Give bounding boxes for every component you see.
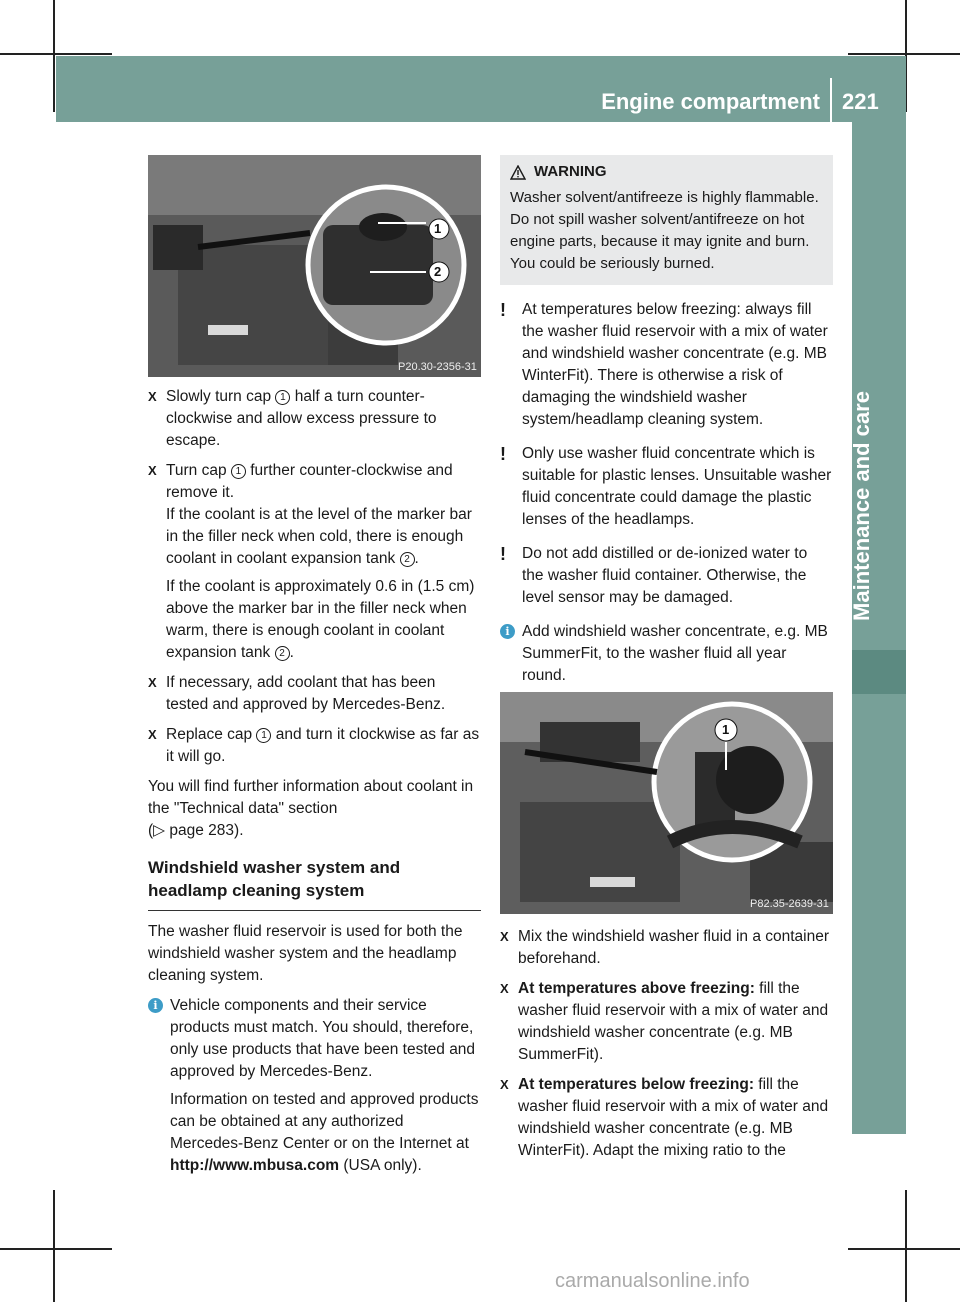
ref-badge: 1 [256,728,271,743]
info-icon: i [500,624,515,639]
crop-mark [0,1248,112,1250]
chapter-label: Maintenance and care [849,391,874,621]
callout-1: 1 [722,722,730,737]
crop-mark [905,1190,907,1302]
watermark: carmanualsonline.info [555,1270,750,1292]
right-column [500,155,833,699]
crop-mark [848,53,960,55]
step-marker: X [500,1077,509,1092]
step-item: X Slowly turn cap 1 half a turn counter-clockwise and allow excess pressure to escape. [148,388,437,449]
caution-icon: ! [500,544,506,564]
step-marker: X [148,389,157,404]
website-link[interactable]: http://www.mbusa.com [170,1157,340,1174]
crop-mark [53,1190,55,1302]
crop-mark [848,1248,960,1250]
step-item: X Turn cap 1 further counter-clockwise and remove it. If the coolant is at the level of the marker bar in the filler neck when cold, there is enough coolant in coolant expansion tank 2 . If the coolant is approximately 0.6 in (1.5 cm) above the marker bar in the filler neck when warm, there is enough coolant in coolant expansion tank 2 . [148,462,475,661]
ref-badge: 2 [275,646,290,661]
info-note: i Add windshield washer concentrate, e.g. MB SummerFit, to the washer fluid all year round. [500,621,833,687]
warning-box [500,155,833,285]
further-info: You will find further information about coolant in the "Technical data" section (▷ page 283). [148,778,474,839]
caution-icon: ! [500,300,506,320]
step-item: X Mix the windshield washer fluid in a container beforehand. [500,928,830,967]
intro-paragraph: The washer fluid reservoir is used for both the windshield washer system and the headlamp cleaning system. [148,923,463,984]
step-marker: X [148,675,157,690]
step-marker: X [500,929,509,944]
header-divider [830,78,832,122]
ref-badge: 2 [400,552,415,567]
caution-icon: ! [500,444,506,464]
chapter-tab-marker [852,650,906,694]
page-reference[interactable]: (▷ page 283). [148,822,244,839]
washer-reservoir-photo [500,692,833,914]
step-item: X At temperatures below freezing: fill the washer fluid reservoir with a mix of water and windshield washer concentrate (e.g. MB WinterFit). Adapt the mixing ratio to the [500,1076,829,1159]
ref-badge: 1 [275,390,290,405]
warning-title: WARNING [534,163,607,180]
step-marker: X [500,981,509,996]
callout-2: 2 [434,264,442,279]
left-column [148,386,481,1189]
right-column-lower [500,926,833,1170]
section-heading: Windshield washer system and headlamp cleaning system [148,856,481,911]
warning-text: Washer solvent/antifreeze is highly flammable. Do not spill washer solvent/antifreeze on hot engine parts, because it may ignite and burn. You could be seriously burned. [510,189,819,272]
crop-mark [53,0,55,112]
photo-reference: P82.35-2639-31 [750,898,829,910]
caution-note: ! Do not add distilled or de-ionized water to the washer fluid container. Otherwise, the level sensor may be damaged. [500,544,808,606]
warning-icon [510,165,526,180]
section-title: Engine compartment [601,89,820,114]
step-marker: X [148,727,157,742]
info-icon: i [148,998,163,1013]
callout-1: 1 [434,221,442,236]
step-item: X Replace cap 1 and turn it clockwise as far as it will go. [148,726,480,765]
info-note: i Vehicle components and their service products must match. You should, therefore, only use products that have been tested and approved by Mercedes-Benz. Information on tested and approved products can be obtained at any authorized Mercedes-Benz Center or on the Internet at http://www.mbusa.com (USA only). [148,995,481,1177]
step-marker: X [148,463,157,478]
ref-badge: 1 [231,464,246,479]
photo-reference: P20.30-2356-31 [398,361,477,373]
step-item: X If necessary, add coolant that has been tested and approved by Mercedes-Benz. [148,674,446,713]
caution-note: ! Only use washer fluid concentrate which is suitable for plastic lenses. Unsuitable washer fluid concentrate could damage the plastic lenses of the headlamps. [500,444,832,528]
caution-note: ! At temperatures below freezing: always fill the washer fluid reservoir with a mix of water and windshield washer concentrate (e.g. MB WinterFit). There is otherwise a risk of damaging the windshield washer system/headlamp cleaning system. [500,300,828,428]
page-number: 221 [842,89,879,114]
crop-mark [0,53,112,55]
step-item: X At temperatures above freezing: fill the washer fluid reservoir with a mix of water and windshield washer concentrate (e.g. MB SummerFit). [500,980,829,1063]
coolant-tank-photo [148,155,481,377]
